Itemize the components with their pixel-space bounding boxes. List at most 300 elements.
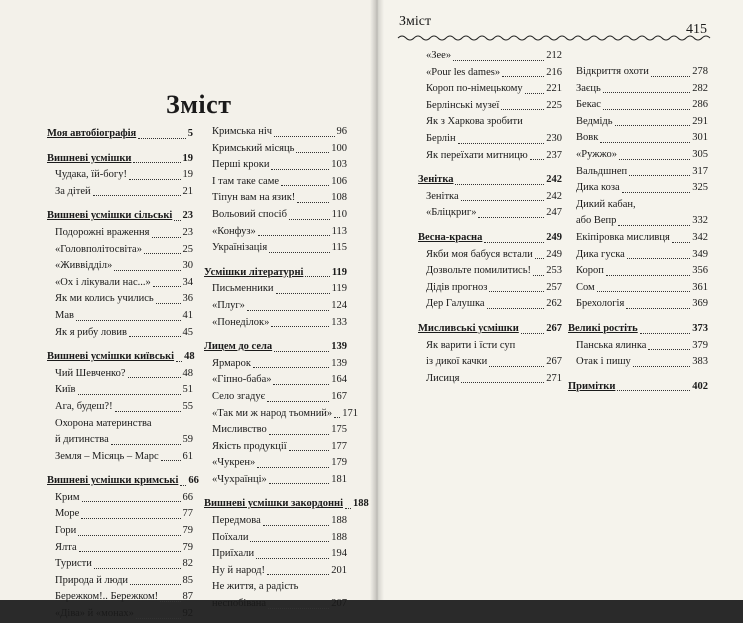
toc-entry — [47, 184, 193, 201]
dot-leader — [153, 286, 181, 287]
toc-entry-title: Передмова — [212, 515, 261, 527]
toc-page-number: 100 — [331, 142, 347, 154]
toc-entry-title: Ну й народ! — [212, 564, 266, 576]
dot-leader — [615, 125, 691, 126]
toc-entry-title: Мисливські усмішки — [418, 322, 519, 334]
toc-page-number: 181 — [331, 473, 347, 485]
toc-entry-title: Ялта — [55, 541, 77, 553]
toc-entry — [204, 372, 347, 389]
dot-leader — [525, 93, 545, 94]
dot-leader — [305, 276, 329, 277]
toc-entry-title: Ага, будеш?! — [55, 400, 113, 412]
dot-leader — [138, 138, 186, 139]
toc-page-number: 242 — [546, 190, 562, 202]
toc-entry — [47, 275, 193, 292]
toc-entry — [47, 589, 193, 606]
toc-page-number: 332 — [692, 215, 708, 227]
dot-leader — [129, 336, 181, 337]
toc-entry — [568, 213, 708, 230]
toc-page-number: 61 — [182, 450, 193, 462]
toc-entry-title: Чудака, їй-богу! — [55, 169, 127, 181]
toc-page-number: 179 — [331, 457, 347, 469]
toc-page-number: 278 — [692, 66, 708, 77]
toc-page-number: 305 — [692, 148, 708, 160]
toc-entry — [47, 325, 193, 342]
toc-entry-title: Вишневі усмішки сільські — [47, 210, 173, 222]
toc-entry — [418, 81, 562, 98]
toc-page-number: 36 — [182, 293, 193, 305]
toc-entry-title: Моя автобіографія — [47, 128, 137, 139]
toc-entry — [568, 81, 708, 98]
toc-page-number: 48 — [182, 367, 193, 379]
toc-entry-title: Як ми колись учились — [55, 293, 154, 305]
toc-entry — [418, 371, 562, 388]
dot-leader — [160, 601, 180, 602]
dot-leader — [152, 237, 181, 238]
dot-leader — [128, 377, 181, 378]
toc-page-number: 5 — [187, 128, 193, 139]
toc-entry — [568, 263, 708, 280]
toc-entry-title: «Ружжо» — [576, 148, 617, 160]
toc-page-number: 188 — [353, 498, 369, 510]
toc-page-number: 19 — [182, 152, 193, 164]
toc-entry-title: Море — [55, 508, 80, 520]
toc-entry — [568, 296, 708, 313]
toc-entry-title: Як з Харкова зробити — [426, 116, 523, 128]
dot-leader — [289, 219, 330, 220]
dot-leader — [648, 349, 690, 350]
toc-page-number: 349 — [692, 248, 708, 260]
toc-entry-title: неспобівана — [212, 598, 267, 610]
toc-entry — [204, 240, 347, 257]
dot-leader — [597, 291, 691, 292]
toc-entry — [568, 130, 708, 147]
toc-page-number: 77 — [182, 508, 193, 520]
toc-section — [47, 151, 193, 168]
toc-entry-title: Сом — [576, 281, 595, 293]
toc-entry — [47, 490, 193, 507]
dot-leader — [273, 384, 329, 385]
dot-leader — [180, 485, 186, 486]
toc-entry-title: «Плуг» — [212, 299, 245, 311]
toc-title: Зміст — [166, 90, 232, 119]
toc-entry-title: із дикої качки — [426, 356, 488, 368]
toc-entry-title: Брехологія — [576, 298, 625, 310]
toc-entry-title: Тіпун вам на язик! — [212, 192, 296, 204]
book-gutter — [370, 0, 384, 600]
toc-entry-title: Як переїхати митницю — [426, 149, 528, 161]
toc-entry — [47, 449, 193, 466]
toc-entry — [204, 124, 347, 141]
toc-entry — [47, 242, 193, 259]
toc-page-number: 286 — [692, 99, 708, 111]
toc-page-number: 194 — [331, 548, 347, 560]
toc-page-number: 85 — [182, 574, 193, 586]
toc-page-number: 317 — [692, 165, 708, 177]
toc-entry — [204, 422, 347, 439]
toc-page-number: 79 — [182, 541, 193, 553]
toc-page-number: 342 — [692, 231, 708, 243]
toc-page-number: 92 — [182, 608, 193, 620]
toc-entry — [418, 148, 562, 165]
toc-entry — [204, 530, 347, 547]
toc-entry-title: Вишневі усмішки кримські — [47, 475, 179, 487]
toc-entry-title: «Гіпно-баба» — [212, 374, 272, 386]
toc-page-number: 188 — [331, 515, 347, 527]
toc-entry-title: Дика гуска — [576, 248, 625, 260]
running-head: Зміст — [399, 14, 432, 29]
toc-entry — [568, 180, 708, 197]
toc-entry-title: Перші кроки — [212, 159, 270, 171]
dot-leader — [274, 351, 329, 352]
dot-leader — [267, 401, 329, 402]
toc-entry-title: «Живвідділ» — [55, 260, 113, 272]
dot-leader — [633, 366, 690, 367]
wavy-rule — [398, 34, 714, 42]
dot-leader — [111, 444, 181, 445]
dot-leader — [487, 308, 545, 309]
dot-leader — [533, 275, 544, 276]
toc-entry — [47, 308, 193, 325]
toc-entry — [204, 546, 347, 563]
dot-leader — [627, 258, 690, 259]
toc-entry-title: Письменники — [212, 283, 274, 295]
toc-entry-title: «Зее» — [426, 50, 452, 61]
toc-entry-title: Примітки — [568, 380, 616, 392]
toc-entry-title: Як я рибу ловив — [55, 326, 127, 338]
toc-entry — [47, 225, 193, 242]
dot-leader — [289, 450, 330, 451]
toc-page-number: 96 — [336, 126, 347, 137]
toc-page-number: 177 — [331, 440, 347, 452]
toc-entry — [568, 164, 708, 181]
toc-entry-title: Київ — [55, 384, 76, 396]
toc-entry-title: Короп — [576, 265, 604, 277]
toc-page-number: 113 — [331, 225, 347, 237]
toc-entry — [204, 406, 358, 423]
toc-entry-title: Земля – Місяць – Марс — [55, 450, 159, 462]
dot-leader — [79, 551, 181, 552]
toc-entry-title: Короп по-німецькому — [426, 83, 523, 95]
toc-entry-title: Берлінські музеї — [426, 99, 500, 111]
dot-leader — [297, 202, 329, 203]
dot-leader — [461, 382, 544, 383]
toc-page-number: 19 — [182, 169, 193, 181]
toc-entry-title: Природа й люди — [55, 574, 129, 586]
toc-entry-title: Кримський місяць — [212, 142, 295, 154]
toc-page-number: 21 — [182, 185, 193, 197]
toc-entry-title: Кримська ніч — [212, 126, 273, 137]
toc-entry — [204, 190, 347, 207]
toc-entry — [47, 366, 193, 383]
toc-entry — [568, 114, 708, 131]
dot-leader — [256, 558, 329, 559]
toc-page-number: 402 — [692, 380, 708, 392]
toc-page-number: 373 — [692, 322, 708, 334]
toc-entry-title: Весна-красна — [418, 231, 483, 243]
toc-entry — [204, 141, 347, 158]
dot-leader — [600, 142, 690, 143]
toc-entry-title: «Понеділок» — [212, 316, 270, 328]
toc-entry — [47, 523, 193, 540]
toc-entry-title: Крим — [55, 491, 80, 503]
toc-entry — [204, 472, 347, 489]
toc-entry-title: Поїхали — [212, 531, 249, 543]
toc-entry — [204, 596, 347, 613]
toc-section — [47, 126, 193, 143]
toc-page-number: 257 — [546, 281, 562, 293]
dot-leader — [296, 152, 329, 153]
toc-entry — [47, 291, 193, 308]
toc-entry — [204, 157, 347, 174]
toc-page-number: 51 — [182, 384, 193, 396]
toc-entry-title: «Діва» й «монах» — [55, 608, 134, 620]
toc-page-number: 291 — [692, 115, 708, 127]
toc-page-number: 369 — [692, 298, 708, 310]
dot-leader — [156, 303, 181, 304]
toc-section — [204, 265, 347, 282]
dot-leader — [530, 159, 545, 160]
toc-column-left-1 — [47, 124, 199, 623]
dot-leader — [489, 366, 544, 367]
dot-leader — [136, 618, 181, 619]
toc-page-number: 23 — [182, 226, 193, 238]
dot-leader — [133, 162, 180, 163]
toc-page-number: 247 — [546, 207, 562, 219]
toc-section — [47, 208, 193, 225]
dot-leader — [484, 242, 544, 243]
toc-page-number: 25 — [182, 243, 193, 255]
dot-leader — [626, 308, 690, 309]
toc-entry-title: Подорожні враження — [55, 226, 150, 238]
toc-entry-title: Дозвольте помилитись! — [426, 265, 532, 277]
toc-entry — [418, 65, 562, 82]
toc-page-number: 356 — [692, 265, 708, 277]
toc-entry-title: Усмішки літературні — [204, 266, 304, 278]
toc-entry-title: Лицем до села — [204, 341, 273, 353]
toc-page-number: 108 — [331, 192, 347, 204]
dot-leader — [617, 390, 690, 391]
toc-page-number: 267 — [546, 322, 562, 334]
toc-entry — [204, 356, 347, 373]
toc-page-number: 110 — [331, 208, 347, 220]
toc-entry — [47, 606, 193, 623]
dot-leader — [130, 584, 180, 585]
toc-page-number: 221 — [546, 83, 562, 95]
toc-entry — [568, 230, 708, 247]
toc-entry — [47, 432, 193, 449]
dot-leader — [501, 109, 544, 110]
dot-leader — [161, 460, 181, 461]
toc-page-number: 253 — [546, 265, 562, 277]
toc-page-number: 225 — [546, 99, 562, 111]
toc-section — [204, 339, 347, 356]
toc-entry — [418, 205, 562, 222]
dot-leader — [78, 535, 180, 536]
toc-entry — [47, 573, 193, 590]
dot-leader — [455, 184, 544, 185]
dot-leader — [629, 175, 690, 176]
toc-section — [204, 496, 369, 513]
toc-entry — [47, 556, 193, 573]
toc-entry — [568, 197, 708, 214]
toc-entry-title: або Вепр — [576, 215, 617, 227]
toc-section — [47, 349, 193, 366]
toc-entry — [204, 513, 347, 530]
dot-leader — [603, 109, 690, 110]
toc-page-number: 66 — [188, 475, 199, 487]
toc-entry — [418, 247, 562, 264]
toc-page-number: 115 — [331, 242, 347, 254]
toc-page-number: 45 — [182, 326, 193, 338]
toc-entry-title: Дикий кабан, — [576, 198, 636, 210]
toc-page-number: 133 — [331, 316, 347, 328]
toc-entry-title: «Чухраїнці» — [212, 473, 267, 485]
dot-leader — [274, 136, 334, 137]
toc-entry-title: Бережком!.. Бережком! — [55, 591, 159, 603]
toc-page-number: 167 — [331, 390, 347, 402]
toc-page-number: 379 — [692, 339, 708, 351]
dot-leader — [478, 217, 544, 218]
toc-entry-title: «Конфуз» — [212, 225, 256, 237]
toc-entry — [568, 247, 708, 264]
toc-entry — [47, 382, 193, 399]
toc-entry — [418, 48, 562, 65]
dot-leader — [334, 417, 340, 418]
toc-section — [418, 321, 562, 338]
dot-leader — [281, 185, 329, 186]
toc-entry-title: Вишневі усмішки закордонні — [204, 498, 343, 510]
dot-leader — [263, 525, 330, 526]
dot-leader — [115, 411, 181, 412]
toc-entry-title: Зенітка — [418, 174, 454, 186]
toc-page-number: 325 — [692, 182, 708, 194]
toc-entry-title: Ведмідь — [576, 115, 613, 127]
dot-leader — [253, 367, 329, 368]
toc-page-number: 139 — [331, 357, 347, 369]
page-number: 415 — [686, 22, 707, 37]
dot-leader — [535, 258, 544, 259]
toc-page-number: 87 — [182, 591, 193, 603]
toc-entry-title: Вольовий спосіб — [212, 208, 287, 220]
dot-leader — [144, 253, 181, 254]
dot-leader — [271, 169, 329, 170]
toc-entry-title: Вальдшнеп — [576, 165, 628, 177]
toc-entry — [47, 540, 193, 557]
toc-entry-title: Великі ростіть — [568, 322, 638, 334]
toc-page-number: 282 — [692, 82, 708, 94]
toc-section — [47, 473, 199, 490]
toc-entry-title: Як варити і їсти суп — [426, 339, 516, 351]
toc-entry — [47, 506, 193, 523]
dot-leader — [603, 92, 690, 93]
toc-entry-title: Гори — [55, 525, 77, 537]
toc-entry — [47, 399, 193, 416]
dot-leader — [502, 76, 544, 77]
dot-leader — [176, 361, 182, 362]
toc-page-number: 139 — [331, 341, 347, 353]
dot-leader — [257, 467, 329, 468]
toc-entry-title: Дика коза — [576, 182, 620, 194]
toc-page-number: 212 — [546, 50, 562, 61]
dot-leader — [489, 291, 544, 292]
dot-leader — [276, 293, 330, 294]
toc-entry-title: Якби моя бабуся встали — [426, 248, 533, 260]
dot-leader — [258, 235, 330, 236]
toc-entry-title: Охорона материнства — [55, 417, 152, 429]
toc-page-number: 267 — [546, 356, 562, 368]
dot-leader — [521, 333, 544, 334]
toc-entry — [568, 280, 708, 297]
toc-entry — [418, 296, 562, 313]
toc-entry — [568, 97, 708, 114]
dot-leader — [672, 242, 690, 243]
toc-entry — [418, 280, 562, 297]
dot-leader — [267, 574, 329, 575]
toc-entry-title: Мисливство — [212, 424, 267, 436]
dot-leader — [93, 195, 181, 196]
toc-page-number: 103 — [331, 159, 347, 171]
toc-entry — [204, 224, 347, 241]
toc-page-number: 201 — [331, 564, 347, 576]
toc-entry-title: Дер Галушка — [426, 298, 485, 310]
dot-leader — [458, 143, 545, 144]
toc-section — [568, 321, 708, 338]
toc-column-right-1 — [418, 48, 562, 387]
toc-page-number: 34 — [182, 276, 193, 288]
toc-entry — [568, 354, 708, 371]
toc-entry-title: «Так ми ж народ тьомний» — [212, 407, 333, 419]
toc-entry — [568, 64, 708, 81]
dot-leader — [250, 541, 329, 542]
toc-entry-title: «Ох і лікували нас...» — [55, 276, 151, 288]
toc-entry — [204, 281, 347, 298]
toc-entry-title: Українізація — [212, 242, 268, 254]
toc-entry — [418, 354, 562, 371]
toc-entry-title: Берлін — [426, 132, 456, 144]
toc-page-number: 30 — [182, 260, 193, 272]
dot-leader — [453, 60, 544, 61]
toc-entry-title: Отак і пишу — [576, 356, 631, 368]
toc-entry — [47, 416, 193, 433]
toc-entry-title: Приїхали — [212, 548, 255, 560]
toc-entry-title: Чий Шевченко? — [55, 367, 126, 379]
dot-leader — [81, 518, 180, 519]
dot-leader — [651, 76, 690, 77]
toc-entry — [204, 315, 347, 332]
dot-leader — [618, 225, 690, 226]
toc-entry — [418, 263, 562, 280]
toc-entry-title: Вовк — [576, 132, 599, 144]
toc-page-number: 41 — [182, 309, 193, 321]
toc-entry — [204, 389, 347, 406]
dot-leader — [129, 179, 181, 180]
toc-page-number: 48 — [184, 351, 195, 363]
toc-entry-title: Не життя, а радість — [212, 581, 299, 593]
dot-leader — [76, 320, 181, 321]
toc-entry — [204, 455, 347, 472]
toc-page-number: 271 — [546, 372, 562, 384]
toc-entry-title: Мав — [55, 309, 74, 321]
toc-entry — [204, 174, 347, 191]
toc-page-number: 207 — [331, 598, 347, 610]
toc-entry — [418, 189, 562, 206]
toc-page-number: 175 — [331, 424, 347, 436]
toc-entry-title: Якість продукції — [212, 440, 287, 452]
dot-leader — [269, 483, 329, 484]
toc-page-number: 119 — [331, 283, 347, 295]
toc-page-number: 237 — [546, 149, 562, 161]
